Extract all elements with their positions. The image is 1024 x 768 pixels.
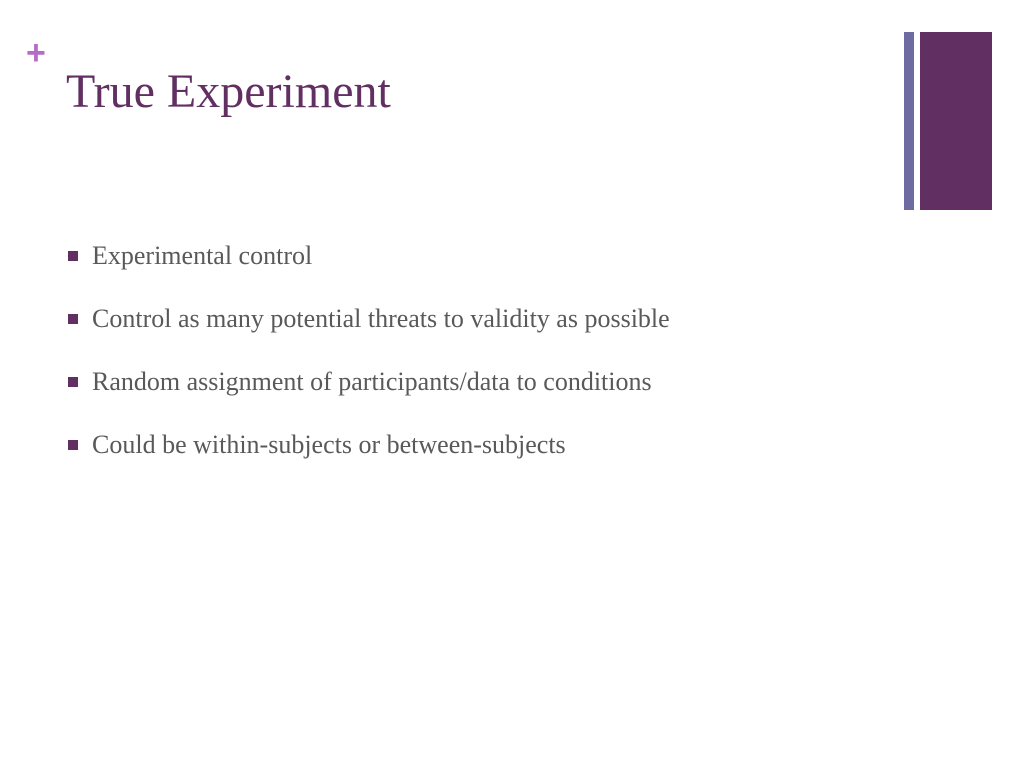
- square-bullet-icon: [68, 314, 78, 324]
- square-bullet-icon: [68, 440, 78, 450]
- bullet-text: Random assignment of participants/data to conditions: [92, 366, 652, 396]
- square-bullet-icon: [68, 251, 78, 261]
- bullet-text: Experimental control: [92, 240, 313, 270]
- bullet-list: [68, 224, 670, 476]
- plus-icon: +: [26, 34, 46, 72]
- slide-title: True Experiment: [66, 65, 391, 118]
- bullet-item: [68, 350, 670, 413]
- square-bullet-icon: [68, 377, 78, 387]
- accent-bar-thin: [904, 32, 914, 210]
- bullet-item: [68, 224, 670, 287]
- bullet-text: Could be within-subjects or between-subjects: [92, 429, 566, 459]
- bullet-item: [68, 413, 670, 476]
- bullet-item: [68, 287, 670, 350]
- bullet-text: Control as many potential threats to validity as possible: [92, 303, 670, 333]
- accent-bar-thick: [920, 32, 992, 210]
